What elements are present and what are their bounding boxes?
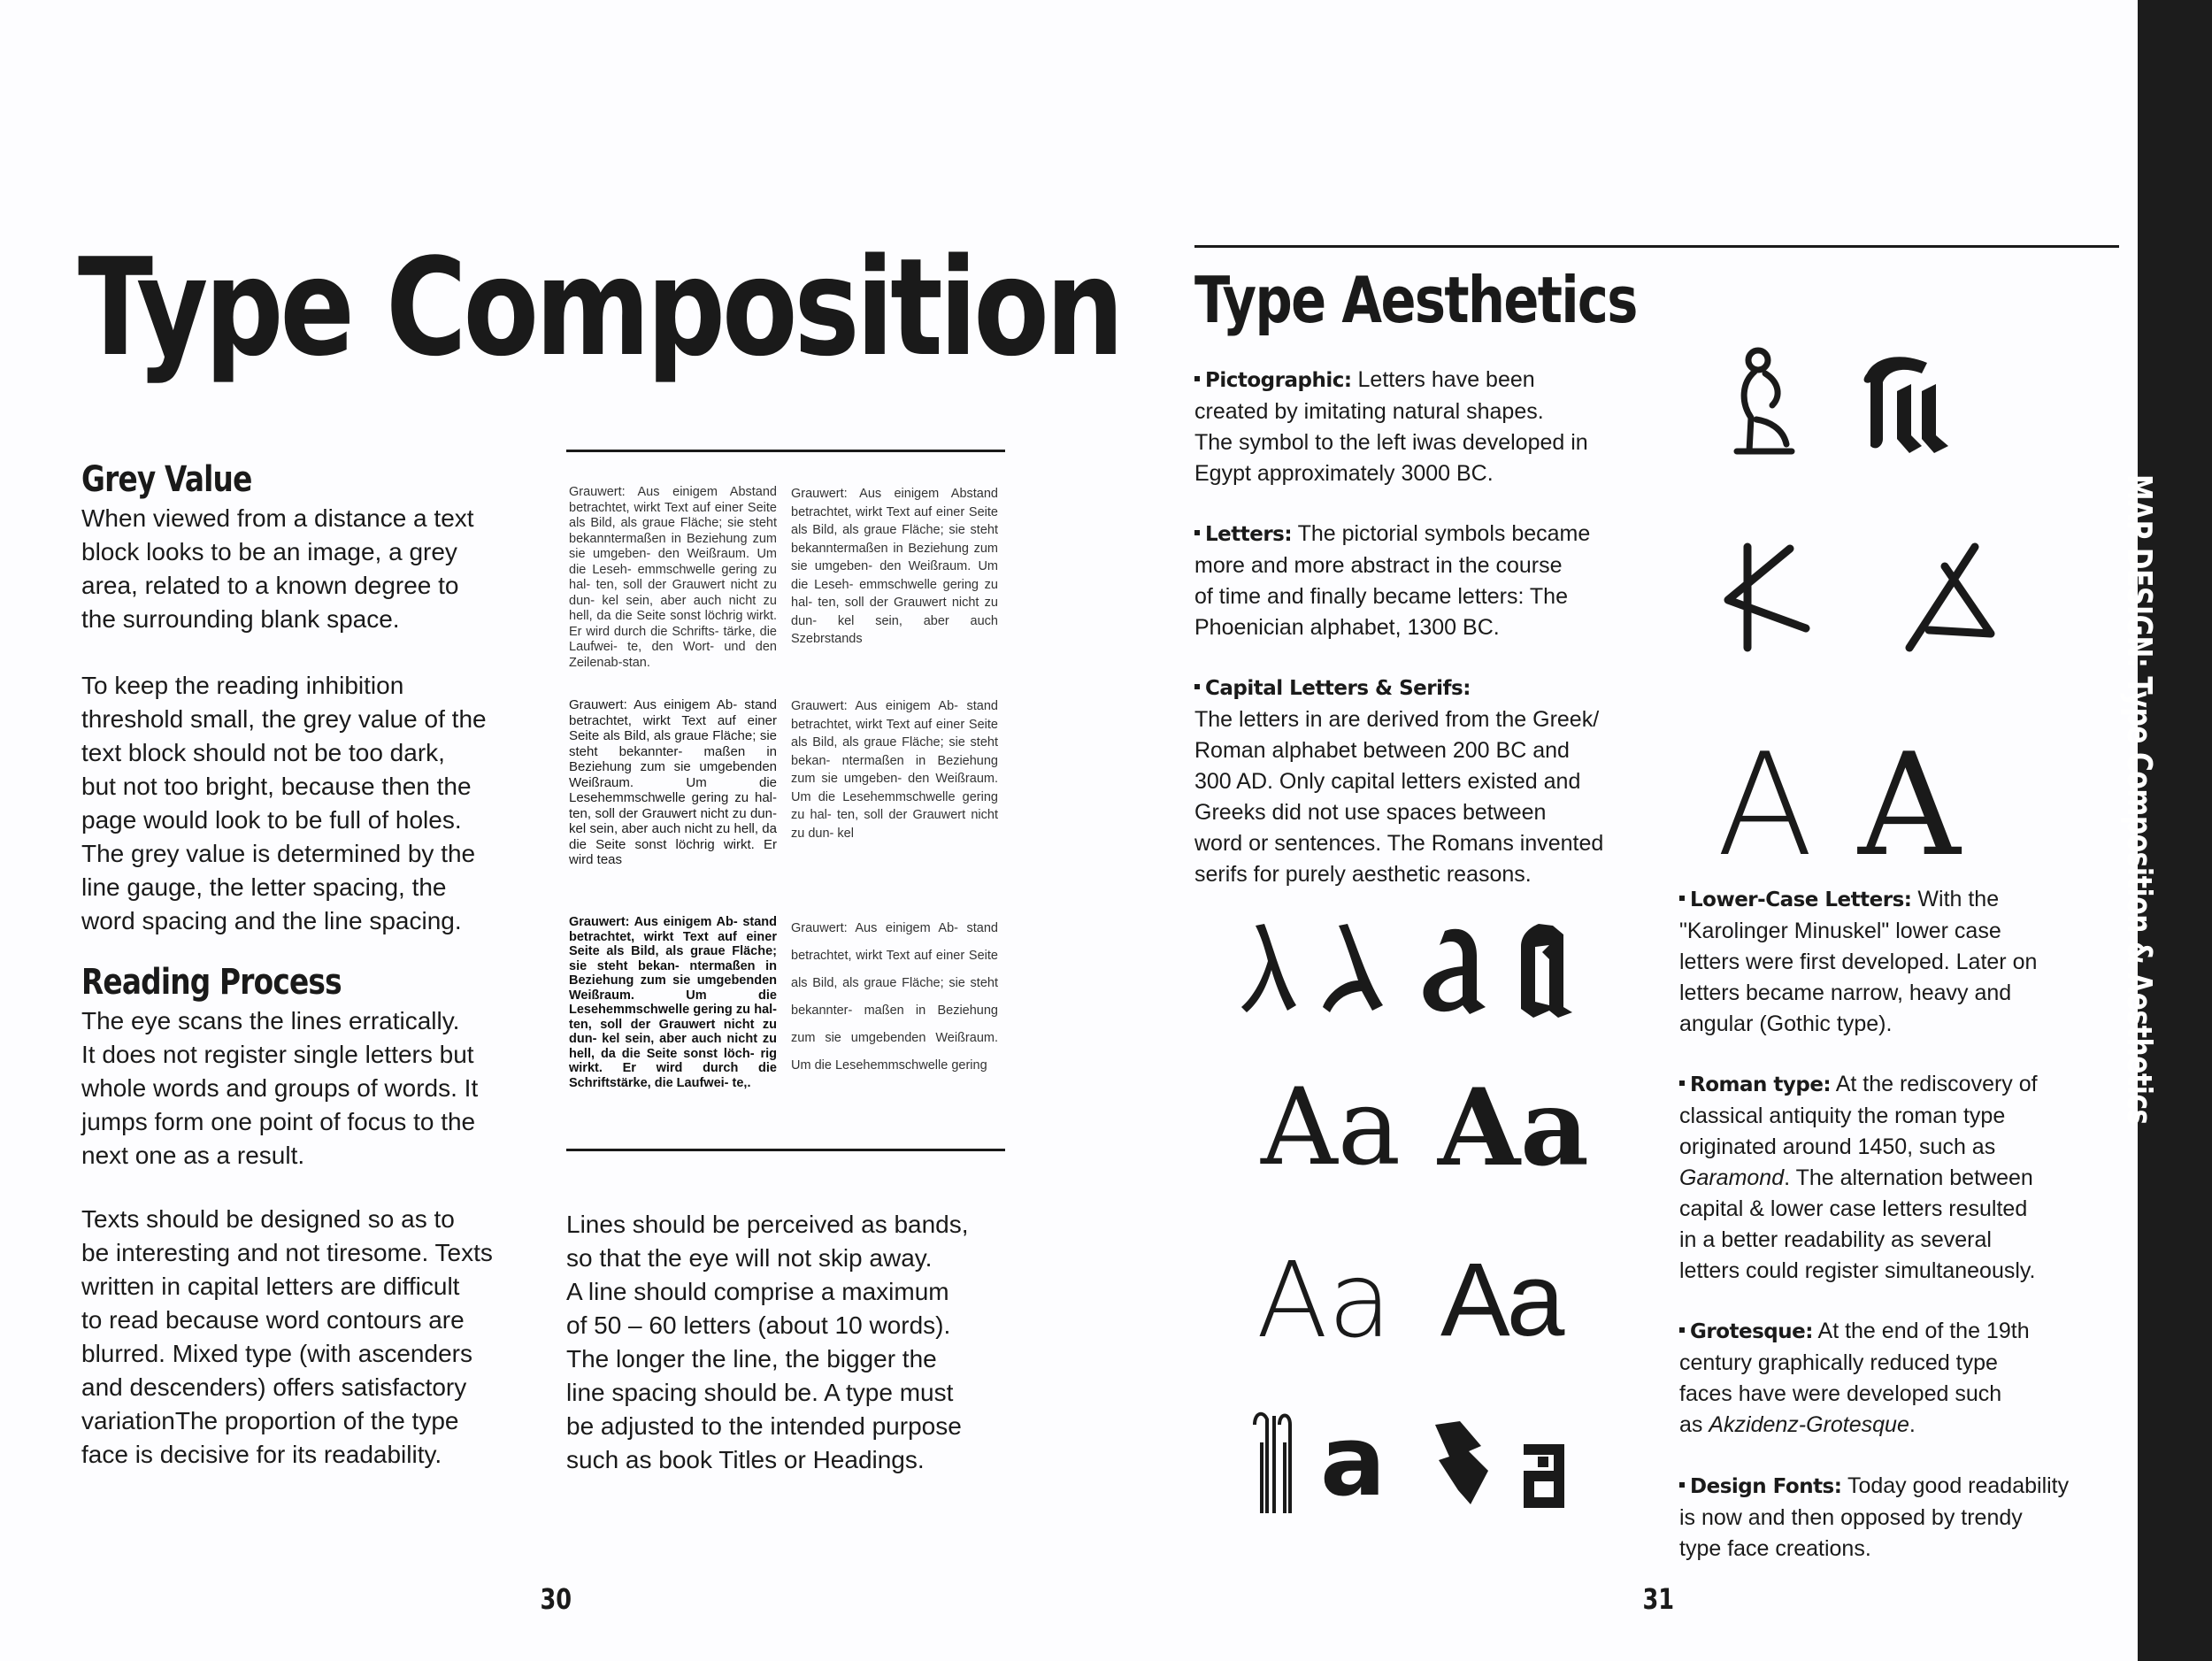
- bullet-text: Today good readability is now and then opposed by trendy type face creations.: [1679, 1473, 2070, 1561]
- futura-aa: Aa: [1440, 1242, 1562, 1358]
- bullet-square-icon: [1194, 376, 1200, 381]
- bullet-text: With the "Karolinger Minuskel" lower case letters were first developed. Later on letters became narrow, heavy and angular (Gothic type).: [1679, 887, 2038, 1036]
- page-title-type-aesthetics: Type Aesthetics: [1194, 263, 1637, 337]
- lines-para: Lines should be perceived as bands, so that the eye will not skip away. A line should comprise a maximum of 50 – 60 letters (about 10 words). The longer the line, the bigger the line spacing should be. A type must be adjusted to the intended purpose such as book Titles or Headings.: [566, 1211, 969, 1473]
- bullet-italic: Akzidenz-Grotesque: [1709, 1412, 1909, 1437]
- bullet-pictographic: [1194, 365, 1655, 489]
- bullet-design-fonts: [1679, 1471, 2122, 1565]
- bullet-text: At the end of the 19th century graphically reduced type faces have were developed such as: [1679, 1319, 2030, 1437]
- bullet-label: Letters:: [1205, 523, 1293, 546]
- page-title-type-composition: Type Composition: [78, 229, 1121, 386]
- grey-value-para-1: When viewed from a distance a text block looks to be an image, a grey area, related to a known degree to the surrounding blank space.: [81, 504, 474, 633]
- bullet-square-icon: [1194, 684, 1200, 689]
- grey-value-para-2: To keep the reading inhibition threshold small, the grey value of the text block should not be too dark, but not too bright, because then the page would look to be full of holes. The grey value is determined by the line gauge, the letter spacing, the word spacing and the line spacing.: [81, 672, 487, 934]
- bullet-square-icon: [1679, 1482, 1685, 1488]
- bullet-square-icon: [1194, 530, 1200, 535]
- bullet-label: Grotesque:: [1690, 1320, 1813, 1343]
- bullet-text: At the rediscovery of classical antiquity the roman type originated around 1450, such as: [1679, 1072, 2038, 1159]
- sample-text-6: Grauwert: Aus einigem Ab- stand betrachtet, wirkt Text auf einer Seite als Bild, als graue Fläche; sie steht bekannter- maßen in Beziehung zum sie umgebenden Weißraum. Um die Lesehemmschwelle gering: [791, 921, 998, 1073]
- bullet-italic: Garamond: [1679, 1165, 1785, 1190]
- heading-grey-value: Grey Value: [81, 459, 252, 500]
- bullet-label: Roman type:: [1690, 1073, 1832, 1096]
- reading-process-para-1: The eye scans the lines erratically. It does not register single letters but whole words and groups of words. It jumps form one point of focus to the next one as a result.: [81, 1007, 479, 1169]
- phoenician-a-icon: [1902, 540, 2000, 655]
- bullet-text: . The alternation between capital & lower case letters resulted in a better readability as several letters could register simultaneously.: [1679, 1165, 2036, 1283]
- lowercase-evolution-icon: [1234, 920, 1606, 1018]
- rule-right-top: [1194, 245, 2119, 248]
- bullet-text: The letters in are derived from the Greek/ Roman alphabet between 200 BC and 300 AD. Only capital letters existed and Greeks did not use spaces between word or sentences. The Romans invented serifs for purely aesthetic reasons.: [1194, 707, 1604, 887]
- garamond-aa: Aa: [1261, 1066, 1402, 1189]
- bullet-lowercase: [1679, 884, 2122, 1040]
- page-number-right: 31: [1642, 1582, 1675, 1616]
- phoenician-k-icon: [1721, 540, 1818, 655]
- reading-process-para-2: Texts should be designed so as to be interesting and not tiresome. Texts written in capital letters are difficult to read because word contours are blurred. Mixed type (with ascenders and descenders) offers satisfactory variationThe proportion of the type face is decisive for its readability.: [81, 1205, 493, 1468]
- rule-top: [566, 450, 1005, 452]
- page-number-left: 30: [540, 1582, 572, 1616]
- sample-text-5: Grauwert: Aus einigem Ab- stand betrachtet, wirkt Text auf einer Seite als Bild, als graue Fläche; sie steht bekan- ntermaßen in Beziehung zum sie umgebenden Weißraum. Um die Lesehemmschwelle gering zu hal- ten, soll der Grauwert nicht zu dun- kel sein, aber auch nicht zu hell, da die Seite sonst löch- rig wirkt. Er wird durch die Schriftstärke, die Laufwei- te,.: [569, 915, 777, 1090]
- rule-bottom: [566, 1149, 1005, 1151]
- bullet-text: .: [1909, 1412, 1916, 1437]
- design-font-a: a: [1320, 1404, 1386, 1518]
- capital-a-sans: A: [1717, 722, 1814, 888]
- bullet-square-icon: [1679, 1080, 1685, 1086]
- bullet-roman: [1679, 1069, 2122, 1287]
- bullet-letters: [1194, 519, 1655, 643]
- bullet-capitals: [1194, 673, 1655, 890]
- gothic-glyph-icon: [1849, 347, 1955, 462]
- bullet-label: Pictographic:: [1205, 369, 1352, 392]
- bullet-grotesque: [1679, 1316, 2122, 1441]
- pictograph-figure-icon: [1730, 347, 1818, 462]
- sidebar-title: MAP DESIGN: Type Composition & Aesthetics: [2120, 474, 2159, 1125]
- sample-text-4: Grauwert: Aus einigem Ab- stand betrachtet, wirkt Text auf einer Seite als Bild, als graue Fläche; sie steht bekan- ntermaßen in Beziehung zum sie umgeben- den Weißraum. Um die Lesehemmschwelle gering zu hal- ten, soll der Grauwert nicht zu dun- kel: [791, 699, 998, 841]
- bullet-text: Letters have been created by imitating natural shapes. The symbol to the left iwas developed in Egypt approximately 3000 BC.: [1194, 367, 1588, 486]
- design-fonts-icon: [1249, 1404, 1586, 1522]
- grotesque-aa: Aa: [1256, 1239, 1393, 1361]
- sample-text-3: Grauwert: Aus einigem Ab- stand betrachtet, wirkt Text auf einer Seite als Bild, als graue Fläche; sie steht bekannter- maßen in Beziehung zum sie umgebenden Weißraum. Um die Lesehemmschwelle gering zu hal- ten, soll der Grauwert nicht zu dun- kel sein, aber auch nicht zu hell, da die Seite sonst löchrig wirkt. Er wird teas: [569, 697, 777, 867]
- bullet-label: Design Fonts:: [1690, 1475, 1842, 1498]
- bullet-square-icon: [1679, 1327, 1685, 1333]
- bullet-label: Capital Letters & Serifs:: [1205, 677, 1471, 700]
- heading-reading-process: Reading Process: [81, 962, 342, 1003]
- sample-text-2: Grauwert: Aus einigem Abstand betrachtet, wirkt Text auf einer Seite als Bild, als graue Fläche; sie steht bekanntermaßen in Beziehung zum sie umgeben- den Weißraum. Um die Leseh- emmschwelle gering zu hal- ten, soll der Grauwert nicht zu dun- kel sein, aber auch Szebrstands: [791, 487, 998, 646]
- capital-a-serif: A: [1858, 722, 1961, 888]
- bodoni-aa: Aa: [1438, 1065, 1589, 1190]
- sample-text-1: Grauwert: Aus einigem Abstand betrachtet, wirkt Text auf einer Seite als Bild, als graue Fläche; sie steht bekanntermaßen in Beziehung zum sie umgeben- den Weißraum. Um die Leseh- emmschwelle gering zu hal- ten, soll der Grauwert nicht zu dun- kel sein, aber auch nicht zu hell, da die Seite sonst löchrig wirkt. Er wird durch die Schrifts- tärke, die Laufwei- te, den Wort- und den Zeilenab-stan.: [569, 485, 777, 670]
- bullet-text: The pictorial symbols became more and more abstract in the course of time and finally became letters: The Phoenician alphabet, 1300 BC.: [1194, 521, 1591, 640]
- bullet-label: Lower-Case Letters:: [1690, 888, 1912, 911]
- bullet-square-icon: [1679, 896, 1685, 901]
